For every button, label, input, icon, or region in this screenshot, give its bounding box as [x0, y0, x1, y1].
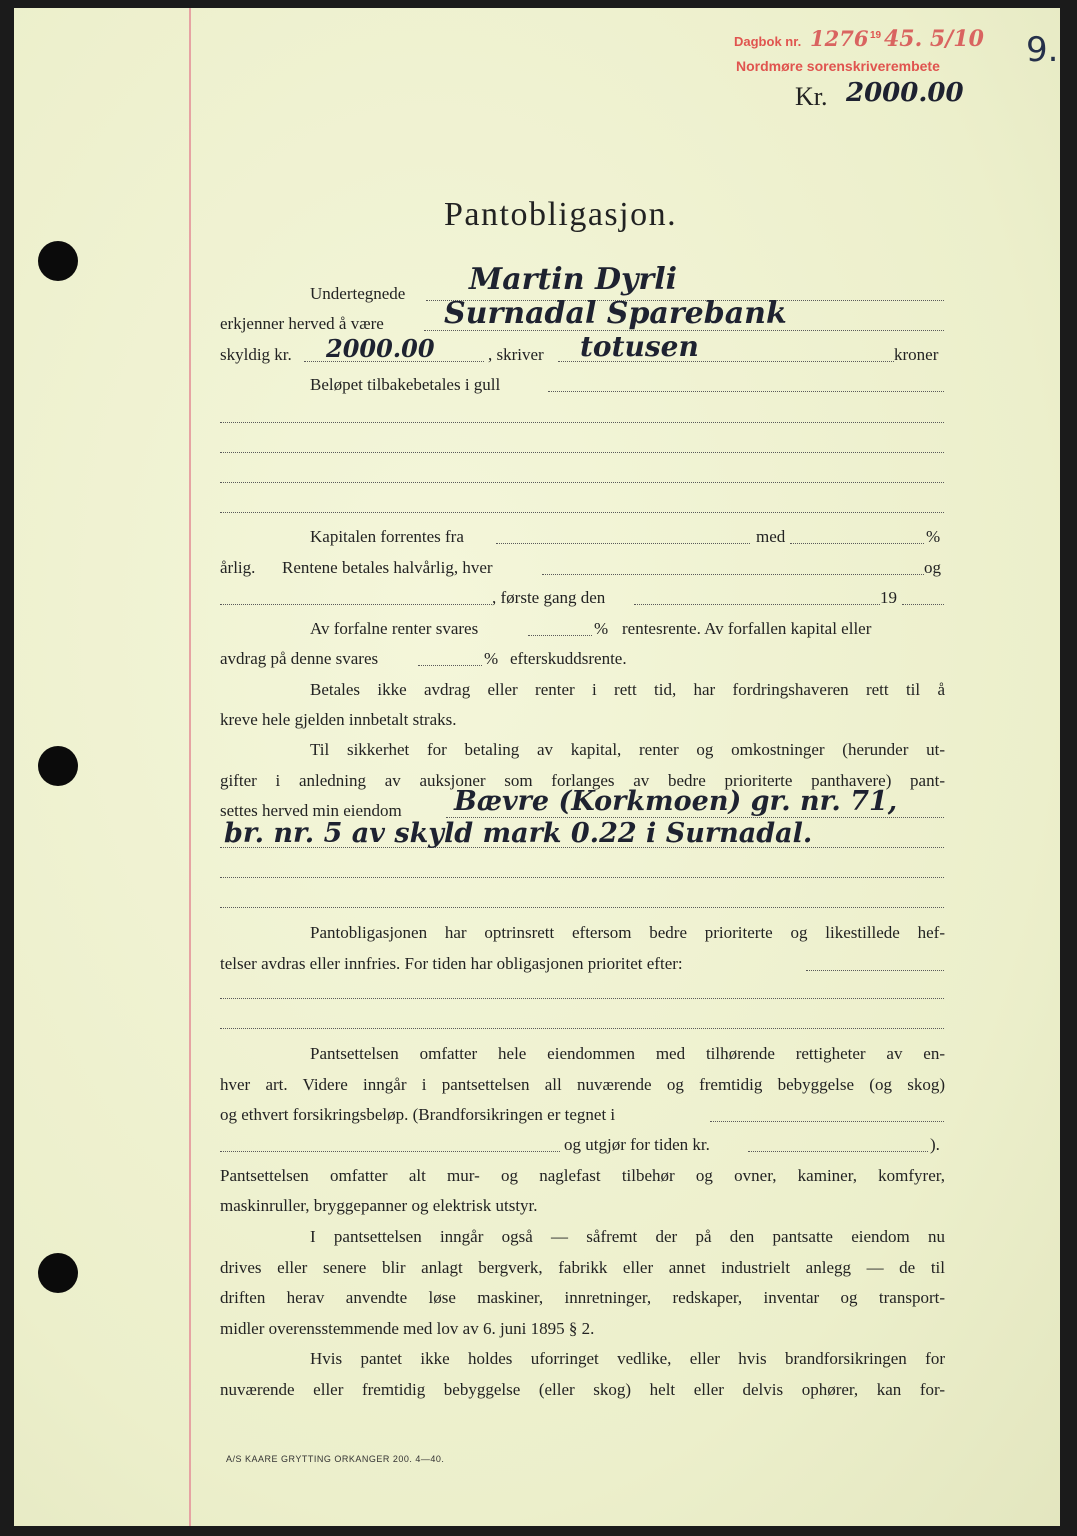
punch-hole-middle — [38, 746, 78, 786]
kroner-label: kroner — [894, 345, 939, 364]
og-label: og — [924, 558, 941, 577]
forste-line — [634, 604, 880, 605]
mur-line-2: maskinruller, bryggepanner og elektrisk utstyr. — [220, 1196, 538, 1215]
percent-sign-2: % — [594, 619, 609, 638]
undertegnede-value: Martin Dyrli — [469, 262, 678, 297]
belopet-line — [548, 391, 944, 392]
brandforsikring-line — [710, 1121, 944, 1122]
forfalne-line — [528, 635, 592, 636]
inngar-line-1: I pantsettelsen inngår også — såfremt der på den pantsatte eiendom nu — [310, 1227, 945, 1246]
eiendom-value-2: br. nr. 5 av skyld mark 0.22 i Surnadal. — [224, 818, 813, 849]
blank-line-5 — [220, 877, 944, 878]
forste-pre-line — [220, 604, 492, 605]
blank-line-7 — [220, 998, 944, 999]
renten-label: Rentene betales halvårlig, hver — [282, 558, 493, 577]
printer-imprint: A/S KAARE GRYTTING ORKANGER 200. 4—40. — [226, 1454, 445, 1464]
blank-line-8 — [220, 1028, 944, 1029]
stamp-date: 45. 5/10 — [884, 26, 984, 52]
punch-hole-bottom — [38, 1253, 78, 1293]
punch-hole-top — [38, 241, 78, 281]
arlig-label: årlig. — [220, 558, 256, 577]
forfalne-label: Av forfalne renter svares — [310, 619, 479, 638]
utgjor-pre-line — [220, 1151, 560, 1152]
inngar-line-3: driften herav anvendte løse maskiner, innretninger, redskaper, inventar og transport- — [220, 1288, 945, 1307]
creditor-value: Surnadal Sparebank — [444, 296, 787, 331]
pantsettelsen-line-3: og ethvert forsikringsbeløp. (Brandforsikringen er tegnet i — [220, 1105, 616, 1124]
skyldig-label: skyldig kr. — [220, 345, 292, 364]
percent-sign-3: % — [484, 649, 499, 668]
stamp-office: Nordmøre sorenskriverembete — [736, 58, 940, 74]
kapitalen-line — [496, 543, 750, 544]
skriver-label: , skriver — [488, 345, 544, 364]
pantsettelsen-line-2: hver art. Videre inngår i pantsettelsen all nuværende og fremtidig bebyggelse (og skog) — [220, 1075, 945, 1094]
document-title: Pantobligasjon. — [444, 196, 678, 233]
stamp-dagbok-label: Dagbok nr. — [734, 34, 802, 49]
rentesrente-label: rentesrente. Av forfallen kapital eller — [622, 619, 872, 638]
med-label: med — [756, 527, 786, 546]
blank-line-4 — [220, 512, 944, 513]
optrinsrett-line-2: telser avdras eller innfries. For tiden har obligasjonen prioritet efter: — [220, 954, 683, 973]
blank-line-3 — [220, 482, 944, 483]
prioritet-line — [806, 970, 944, 971]
skriver-value: totusen — [580, 330, 699, 363]
amount-prefix: Kr. — [795, 82, 828, 111]
sikkerhet-line-1: Til sikkerhet for betaling av kapital, renter og omkostninger (herunder ut- — [310, 740, 945, 759]
renten-line — [542, 574, 924, 575]
percent-sign-1: % — [926, 527, 941, 546]
margin-rule — [189, 8, 191, 1526]
utgjor-line — [748, 1151, 928, 1152]
eiendom-value-1: Bævre (Korkmoen) gr. nr. 71, — [454, 786, 898, 817]
utgjor-label: og utgjør for tiden kr. — [564, 1135, 710, 1154]
erkjenner-label: erkjenner herved å være — [220, 314, 384, 333]
blank-line-2 — [220, 452, 944, 453]
utgjor-close: ). — [930, 1135, 940, 1154]
blank-line-6 — [220, 907, 944, 908]
optrinsrett-line-1: Pantobligasjonen har optrinsrett eftersom bedre prioriterte og likestillede hef- — [310, 923, 945, 942]
skyldig-value: 2000.00 — [326, 334, 435, 363]
stamp-journal-number: 1276 — [810, 26, 869, 51]
document-page — [14, 8, 1060, 1526]
belopet-label: Beløpet tilbakebetales i gull — [310, 375, 501, 394]
efterskudd-label: efterskuddsrente. — [510, 649, 627, 668]
sikkerhet-line-2: gifter i anledning av auksjoner som forlanges av bedre prioriterte panthavere) pant- — [220, 771, 945, 790]
betales-line-1: Betales ikke avdrag eller renter i rett tid, har fordringshaveren rett til å — [310, 680, 945, 699]
page-number: 9. — [1026, 30, 1059, 70]
hvis-line-2: nuværende eller fremtidig bebyggelse (eller skog) helt eller delvis ophører, kan for- — [220, 1380, 945, 1399]
hvis-line-1: Hvis pantet ikke holdes uforringet vedlike, eller hvis brandforsikringen for — [310, 1349, 945, 1368]
forste-label: , første gang den — [492, 588, 606, 607]
inngar-line-4: midler overensstemmende med lov av 6. juni 1895 § 2. — [220, 1319, 595, 1338]
stamp-year-prefix: 19 — [870, 30, 882, 41]
betales-line-2: kreve hele gjelden innbetalt straks. — [220, 710, 457, 729]
year-prefix-label: 19 — [880, 588, 897, 607]
mur-line-1: Pantsettelsen omfatter alt mur- og naglefast tilbehør og ovner, kaminer, komfyrer, — [220, 1166, 945, 1185]
med-line — [790, 543, 924, 544]
amount-value: 2000.00 — [846, 78, 964, 108]
pantsettelsen-line-1: Pantsettelsen omfatter hele eiendommen med tilhørende rettigheter av en- — [310, 1044, 945, 1063]
avdrag-line — [418, 665, 482, 666]
inngar-line-2: drives eller senere blir anlagt bergverk, fabrikk eller annet industrielt anlegg — de til — [220, 1258, 945, 1277]
eiendom-label: settes herved min eiendom — [220, 801, 402, 820]
kapitalen-label: Kapitalen forrentes fra — [310, 527, 464, 546]
year-line — [902, 604, 944, 605]
blank-line-1 — [220, 422, 944, 423]
undertegnede-label: Undertegnede — [310, 284, 406, 303]
avdrag-label: avdrag på denne svares — [220, 649, 379, 668]
